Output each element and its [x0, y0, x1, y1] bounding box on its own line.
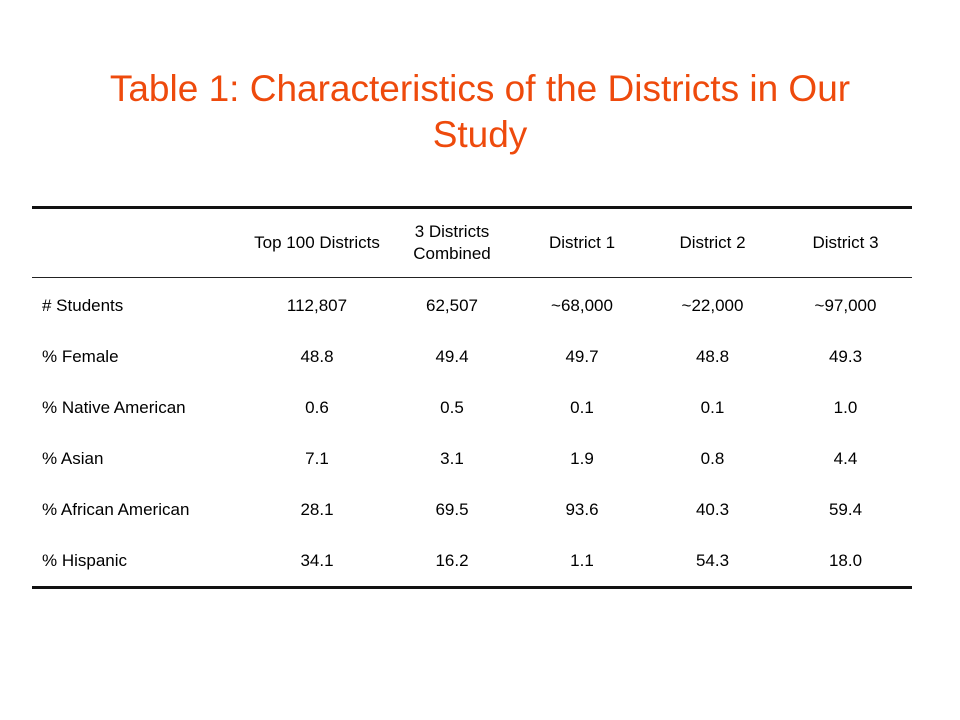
table-cell: 1.1 [570, 550, 594, 570]
header-cell-district-1: District 1 [518, 208, 646, 278]
table-cell: 4.4 [833, 448, 858, 468]
row-label: # Students [42, 295, 124, 315]
table-cell: 59.4 [828, 499, 863, 519]
table-cell: 7.1 [305, 448, 329, 468]
districts-table [32, 206, 912, 589]
table-cell: 40.3 [695, 499, 730, 519]
table-cell: 49.4 [435, 346, 469, 366]
table-cell: 112,807 [286, 295, 348, 315]
table-header-row [32, 208, 912, 278]
table-cell: ~68,000 [551, 295, 613, 315]
header-cell-district-2: District 2 [646, 208, 779, 278]
table-cell: 0.6 [305, 397, 329, 417]
row-label: % Hispanic [42, 550, 128, 570]
slide-title: Table 1: Characteristics of the Districts in Our Study [109, 68, 851, 155]
districts-table-container [32, 206, 912, 589]
table-cell: 18.0 [828, 550, 863, 570]
table-cell: 69.5 [435, 499, 469, 519]
header-cell-empty [32, 208, 248, 278]
table-cell: 0.5 [440, 397, 464, 417]
table-cell: 54.3 [695, 550, 730, 570]
table-row [32, 382, 912, 433]
table-row [32, 278, 912, 332]
row-label: % Asian [42, 448, 104, 468]
header-cell-district-3: District 3 [779, 208, 912, 278]
table-cell: 0.1 [700, 397, 725, 417]
table-cell: ~97,000 [814, 295, 877, 315]
table-row [32, 535, 912, 588]
table-cell: ~22,000 [681, 295, 744, 315]
table-cell: 49.7 [565, 346, 599, 366]
table-cell: 1.9 [570, 448, 594, 468]
row-label: % African American [42, 499, 190, 519]
table-cell: 49.3 [828, 346, 863, 366]
table-cell: 93.6 [565, 499, 599, 519]
row-label: % Native American [42, 397, 186, 417]
header-cell-3-districts-combined: 3 Districts Combined [386, 208, 518, 278]
header-cell-top-100-districts: Top 100 Districts [248, 208, 386, 278]
table-row [32, 433, 912, 484]
table-cell: 62,507 [426, 295, 478, 315]
table-cell: 48.8 [695, 346, 730, 366]
table-cell: 0.8 [700, 448, 725, 468]
table-row [32, 331, 912, 382]
table-cell: 28.1 [300, 499, 334, 519]
table-cell: 48.8 [300, 346, 334, 366]
table-cell: 16.2 [435, 550, 469, 570]
row-label: % Female [42, 346, 119, 366]
table-cell: 0.1 [570, 397, 594, 417]
table-row [32, 484, 912, 535]
table-cell: 3.1 [440, 448, 464, 468]
table-cell: 34.1 [300, 550, 334, 570]
table-cell: 1.0 [833, 397, 858, 417]
